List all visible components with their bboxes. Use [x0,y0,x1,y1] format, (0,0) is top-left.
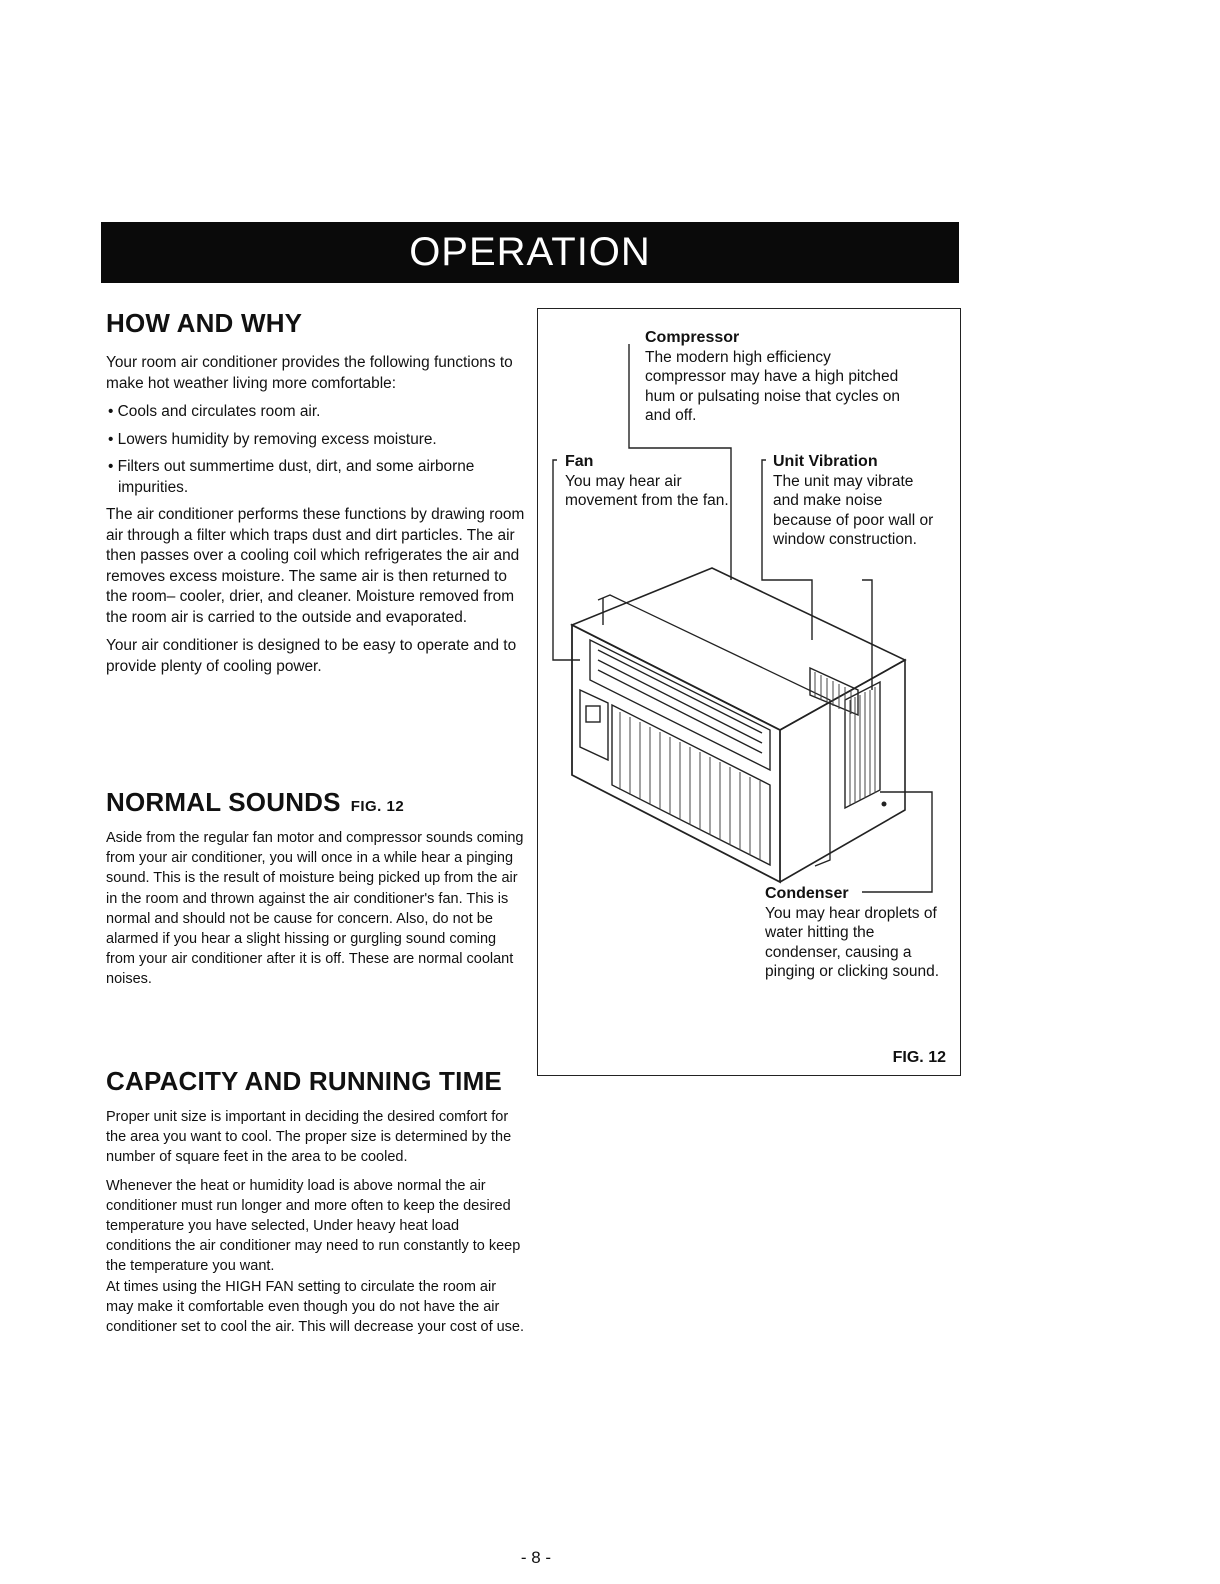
condenser-title: Condenser [765,885,849,902]
vibration-text: The unit may vibrate and make noise because of poor wall or window construction. [773,472,934,548]
normal-sounds-body: Aside from the regular fan motor and compressor sounds coming from your air conditioner, you will once in a while hear a pinging sound. This is the result of moisture being picked up from the air in the room and thrown against the air conditioner's fan. This is normal and should not be cause for concern. Also, do not be alarmed if you hear a slight hissing or gurgling sound coming from your air conditioner after it is off. These are normal coolant noises. [106,830,524,988]
compressor-callout [645,328,905,426]
fig-reference: FIG. 12 [350,798,405,815]
how-paragraph-2: The air conditioner performs these functions by drawing room air through a filter which traps dust and dirt particles. The air then passes over a cooling coil which refrigerates the air and removes excess moisture. The same air is then returned to the room– cooler, drier, and cleaner. Moisture removed from the room air is carried to the outside and evaporated. [106,506,525,626]
fan-title: Fan [565,453,594,470]
compressor-title: Compressor [645,329,740,346]
compressor-text: The modern high efficiency compressor may have a high pitched hum or pulsating noise that cycles on and off. [645,348,901,424]
bullet-humidity: • Lowers humidity by removing excess moisture. [108,430,437,448]
how-paragraph-3: Your air conditioner is designed to be easy to operate and to provide plenty of cooling power. [106,637,517,675]
how-and-why-heading: HOW AND WHY [106,308,303,338]
normal-sounds-title: NORMAL SOUNDS [106,787,341,817]
condenser-callout [765,884,945,982]
capacity-heading: CAPACITY AND RUNNING TIME [106,1066,502,1096]
vibration-title: Unit Vibration [773,453,878,470]
bullet-cools: • Cools and circulates room air. [108,403,321,420]
capacity-paragraph-2: Whenever the heat or humidity load is above normal the air conditioner must run longer and more often to keep the desired temperature you have selected, Under heavy heat load conditions the air conditioner may need to run constantly to keep the temperature you want. [106,1177,521,1275]
how-intro: Your room air conditioner provides the following functions to make hot weather living more comfortable: [106,354,513,392]
figure-label: FIG. 12 [892,1049,946,1066]
bullet-filters: • Filters out summertime dust, dirt, and some airborne impurities. [108,458,475,496]
page-number: - 8 - [520,1548,552,1567]
fan-callout [565,452,730,511]
capacity-paragraph-1: Proper unit size is important in deciding the desired comfort for the area you want to cool. The proper size is determined by the number of square feet in the area to be cooled. [106,1109,512,1166]
condenser-text: You may hear droplets of water hitting the condenser, causing a pinging or clicking sound. [765,904,940,980]
operation-banner: OPERATION [101,222,959,283]
fan-text: You may hear air movement from the fan. [565,472,729,509]
vibration-callout [773,452,943,550]
condenser-leader-line [862,792,932,892]
capacity-paragraph-3: At times using the HIGH FAN setting to circulate the room air may make it comfortable even though you do not have the air conditioner set to cool the air. This will decrease your cost of use. [106,1278,525,1336]
